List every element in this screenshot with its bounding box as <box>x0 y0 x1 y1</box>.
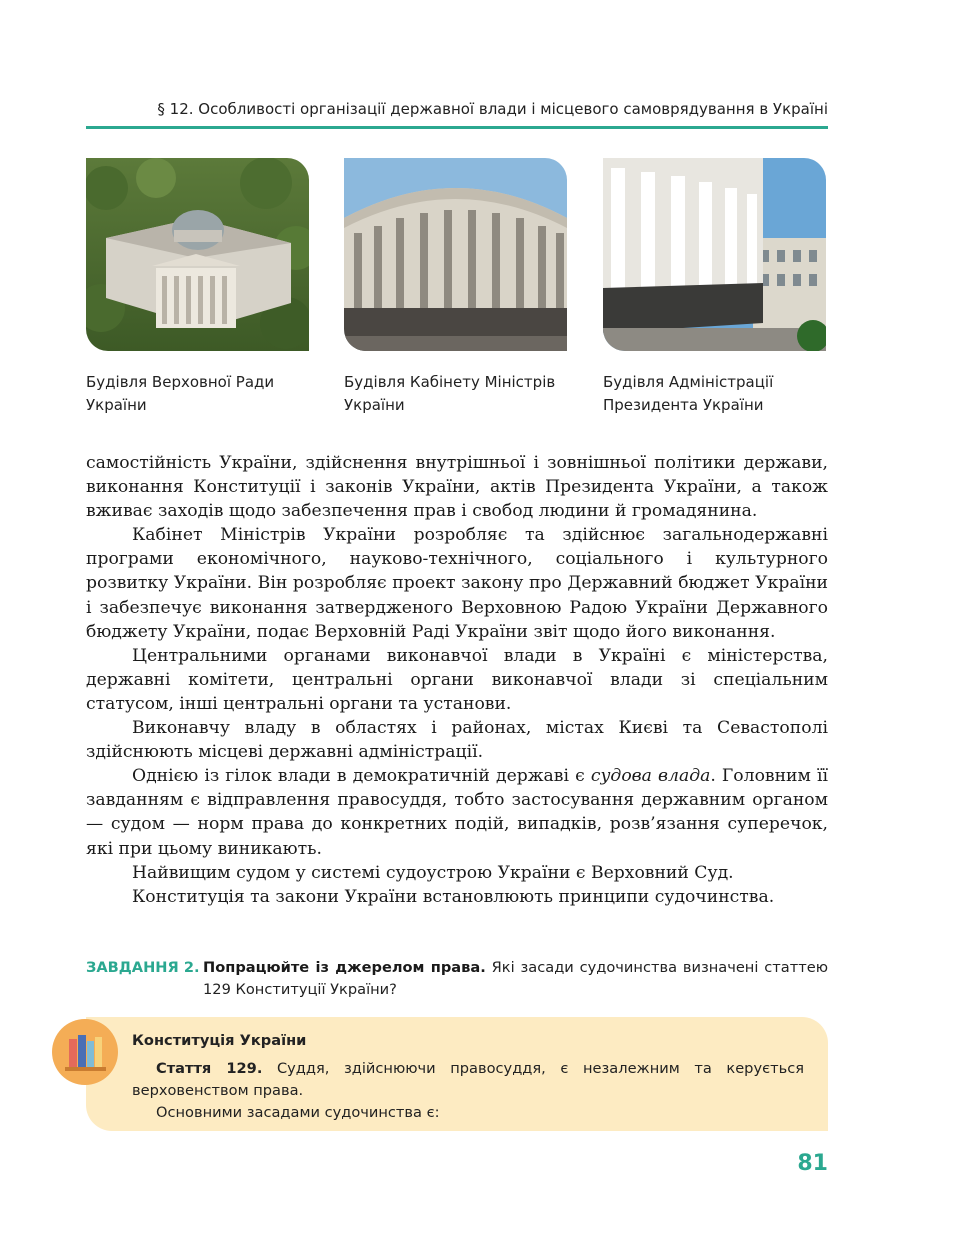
caption-line: України <box>86 396 147 414</box>
task-block <box>86 957 828 1001</box>
photo-presidential-administration <box>603 158 826 351</box>
text-run: . Головним її завданням є відправлення правосуддя, тобто застосування державним органом — судом — норм права до конкретних подій, випадків, розв’язання суперечок, які при цьому виникають. <box>86 766 828 859</box>
paragraph <box>86 764 828 860</box>
source-line: Основними засадами судочинства є: <box>156 1104 440 1121</box>
caption-line: Президента України <box>603 396 764 414</box>
caption-line: Будівля Адміністрації <box>603 373 774 391</box>
running-head: § 12. Особливості організації державної влади і місцевого самоврядування в Україні <box>157 100 828 118</box>
article-text: Суддя, здійснюючи правосуддя, є незалежним та керується верховенством права. <box>132 1060 804 1099</box>
caption-line: Будівля Верховної Ради <box>86 373 275 391</box>
paragraph: самостійність України, здійснення внутрішньої і зовнішньої політики держави, виконання Конституції і законів України, актів Президента України, а також вживає заходів щодо забезпечення прав і свобод людини й громадянина. <box>86 453 828 522</box>
task-question: Які засади судочинства визначені статтею 129 Конституції України? <box>203 959 828 998</box>
task-text <box>203 957 828 1001</box>
main-text <box>86 451 828 909</box>
caption-presidential-administration <box>603 371 843 417</box>
caption-cabinet-of-ministers <box>344 371 584 417</box>
photo-cabinet-of-ministers <box>344 158 567 351</box>
paragraph: Центральними органами виконавчої влади в Україні є міністерства, державні комітети, центральні органи виконавчої влади зі спеціальним статусом, інші центральні органи та установи. <box>86 645 828 714</box>
page-number: 81 <box>797 1151 828 1176</box>
source-article <box>132 1058 804 1102</box>
caption-line: Будівля Кабінету Міністрів <box>344 373 556 391</box>
caption-line: України <box>344 396 405 414</box>
header-rule <box>86 126 828 129</box>
task-bold: Попрацюйте із джерелом права. <box>203 959 486 976</box>
article-number: Стаття 129. <box>156 1060 263 1077</box>
task-label: ЗАВДАННЯ 2. <box>86 959 200 976</box>
caption-verkhovna-rada <box>86 371 326 417</box>
books-icon <box>52 1019 118 1085</box>
paragraph: Кабінет Міністрів України розробляє та здійснює загальнодержавні програми економічного, науково-технічного, соціального і культурного розвитку України. Він розробляє проект закону про Державний бюджет України і забезпечує виконання затвердженого Верховною Радою України Державного бюджету України, подає Верховній Раді України звіт щодо його виконання. <box>86 525 828 642</box>
photo-verkhovna-rada <box>86 158 309 351</box>
paragraph: Найвищим судом у системі судоустрою України є Верховний Суд. <box>132 862 734 883</box>
source-title: Конституція України <box>132 1032 307 1049</box>
source-content <box>132 1030 804 1124</box>
text-run: Однією із гілок влади в демократичній державі є <box>132 766 591 787</box>
paragraph: Конституція та закони України встановлюють принципи судочинства. <box>132 886 775 907</box>
key-term: судова влада <box>590 766 711 787</box>
paragraph: Виконавчу владу в областях і районах, містах Києві та Севастополі здійснюють місцеві державні адміністрації. <box>86 718 828 763</box>
